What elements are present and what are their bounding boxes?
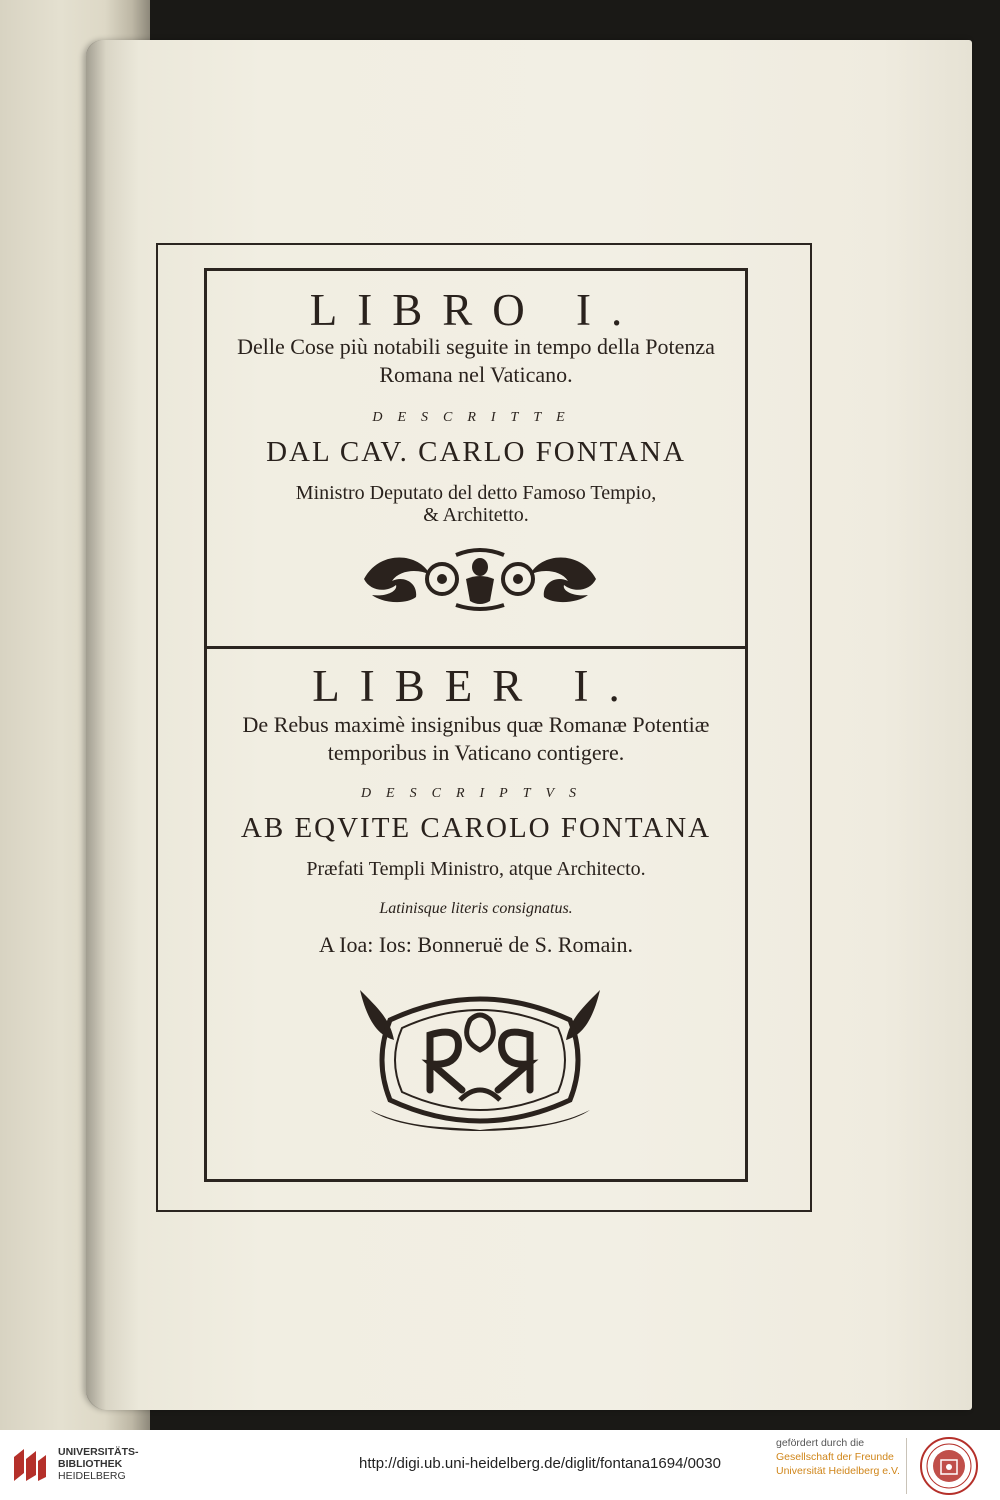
section-divider [204, 646, 748, 649]
footer-separator [906, 1438, 907, 1494]
descritte-label: DESCRITTE [372, 410, 580, 425]
libro-role-line1: Ministro Deputato del detto Famoso Tempio, [295, 482, 657, 504]
sponsor-name-line1: Gesellschaft der Freunde [776, 1451, 894, 1463]
library-name-line1: UNIVERSITÄTS- [58, 1446, 139, 1458]
library-name-line3: HEIDELBERG [58, 1470, 126, 1482]
descriptus-label: DESCRIPTVS [360, 786, 592, 801]
liber-role: Præfati Templi Ministro, atque Architecto. [306, 858, 646, 880]
permalink-url[interactable]: http://digi.ub.uni-heidelberg.de/diglit/fontana1694/0030 [359, 1455, 721, 1472]
monogram-cartouche-icon [350, 980, 610, 1140]
page-gutter-shadow [86, 40, 106, 1410]
liber-subtitle-line2: temporibus in Vaticano contigere. [327, 740, 625, 765]
liber-subtitle-line1: De Rebus maximè insignibus quæ Romanæ Potentiæ [242, 712, 710, 737]
footer-bar [0, 1430, 1000, 1500]
sponsor-intro: gefördert durch die [776, 1437, 865, 1449]
library-name-line2: BIBLIOTHEK [58, 1458, 123, 1470]
libro-subtitle-line1: Delle Cose più notabili seguite in tempo della Potenza [237, 334, 715, 359]
libro-subtitle-line2: Romana nel Vaticano. [379, 362, 573, 387]
latin-note: Latinisque literis consignatus. [379, 900, 573, 917]
translator-line: A Ioa: Ios: Bonneruë de S. Romain. [318, 932, 634, 957]
libro-heading: LIBRO I. [309, 285, 643, 335]
liber-heading: LIBER I. [312, 661, 640, 711]
libro-role-line2: & Architetto. [423, 504, 529, 526]
sponsor-block [776, 1436, 900, 1478]
libro-author: DAL CAV. CARLO FONTANA [266, 436, 686, 468]
floral-ornament-icon [360, 545, 600, 613]
sponsor-name-line2: Universität Heidelberg e.V. [776, 1465, 900, 1477]
university-seal-icon [919, 1436, 979, 1496]
liber-author: AB EQVITE CAROLO FONTANA [240, 812, 712, 844]
